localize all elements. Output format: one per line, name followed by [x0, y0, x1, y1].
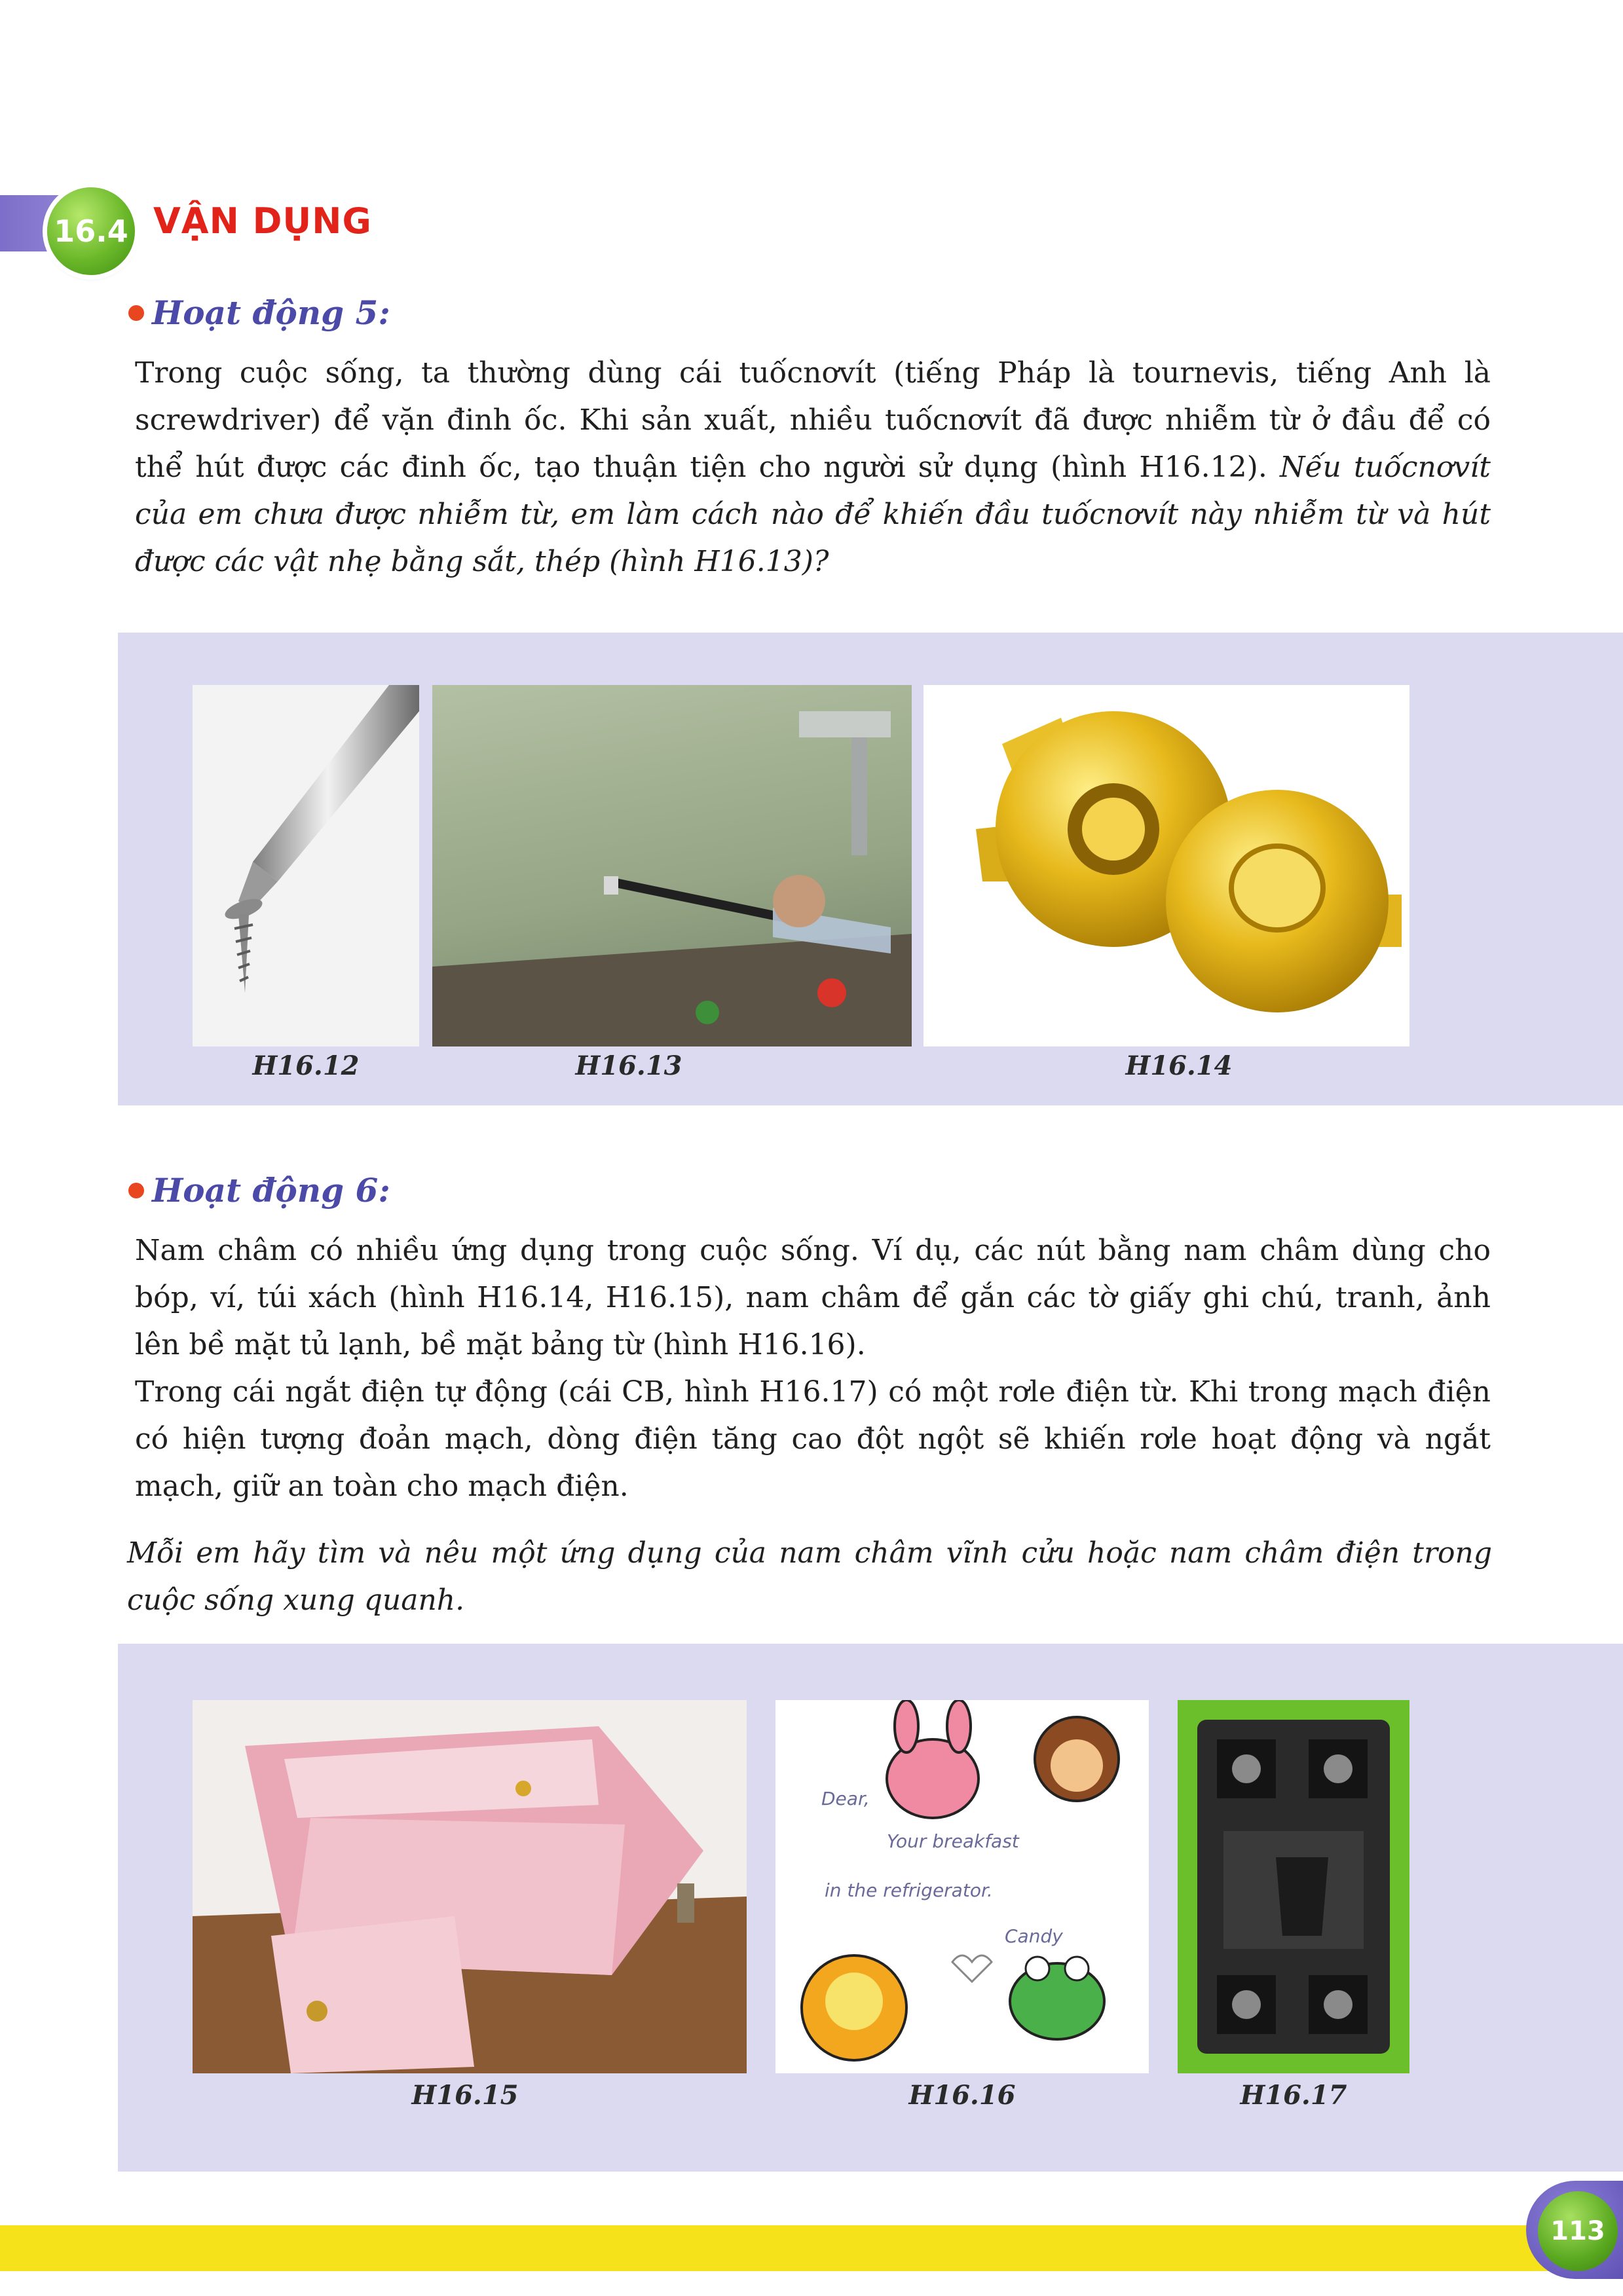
section-title: VẬN DỤNG: [153, 200, 372, 242]
activity-5-text: Trong cuộc sống, ta thường dùng cái tuốcnơvít (tiếng Pháp là tournevis, tiếng Anh là screwdriver) để vặn đinh ốc. Khi sản xuất, nhiều tuốcnơvít đã được nhiễm từ ở đầu để có thể hút được các đinh ốc, tạo thuận tiện cho người sử dụng (hình H16.12).: [135, 356, 1491, 484]
figure-h16-13: [432, 685, 912, 1046]
caption-h16-16: H16.16: [908, 2080, 1016, 2111]
note-line-2: Your breakfast: [887, 1830, 1019, 1852]
note-line-3: in the refrigerator.: [825, 1879, 993, 1901]
figure-h16-17: [1178, 1700, 1409, 2073]
note-line-4: Candy: [1005, 1925, 1063, 1947]
screwdriver-photo-image: [432, 685, 912, 1046]
caption-h16-14: H16.14: [1125, 1050, 1233, 1081]
activity-6-paragraph-1: Nam châm có nhiều ứng dụng trong cuộc sống. Ví dụ, các nút bằng nam châm dùng cho bóp, ví, túi xách (hình H16.14, H16.15), nam châm để gắn các tờ giấy ghi chú, tranh, ảnh lên bề mặt tủ lạnh, bề mặt bảng từ (hình H16.16).: [135, 1234, 1491, 1361]
caption-h16-17: H16.17: [1240, 2080, 1347, 2111]
magnetic-button-image: [923, 685, 1409, 1046]
pink-bag-image: [193, 1700, 747, 2073]
activity-5-paragraph: [135, 350, 1491, 585]
activity-6-heading-text: Hoạt động 6:: [152, 1171, 390, 1210]
figure-h16-15: [193, 1700, 747, 2073]
bullet-icon: [128, 305, 144, 321]
caption-h16-13: H16.13: [575, 1050, 682, 1081]
footer-bar: [0, 2225, 1623, 2271]
activity-5-question: Nếu tuốcnơvít của em chưa được nhiễm từ, em làm cách nào để khiến đầu tuốcnơvít này nhiễm từ và hút được các vật nhẹ bằng sắt, thép (hình H16.13)?: [135, 451, 1491, 578]
figure-h16-12: [193, 685, 419, 1046]
bullet-icon: [128, 1183, 144, 1198]
screwdriver-image: [193, 685, 419, 1046]
figure-h16-14: [923, 685, 1409, 1046]
activity-6-heading: [128, 1171, 390, 1210]
page-number: 113: [1538, 2191, 1618, 2271]
fridge-magnets-image: [775, 1700, 1149, 2073]
section-number-badge: 16.4: [47, 187, 135, 275]
activity-5-heading-text: Hoạt động 5:: [152, 293, 390, 332]
activity-6-task: Mỗi em hãy tìm và nêu một ứng dụng của nam châm vĩnh cửu hoặc nam châm điện trong cuộc sống xung quanh.: [127, 1536, 1492, 1617]
activity-5-heading: [128, 293, 390, 332]
circuit-breaker-image: [1178, 1700, 1409, 2073]
caption-h16-15: H16.15: [411, 2080, 519, 2111]
activity-6-paragraph-2: Trong cái ngắt điện tự động (cái CB, hình H16.17) có một rơle điện từ. Khi trong mạch điện có hiện tượng đoản mạch, dòng điện tăng cao đột ngột sẽ khiến rơle hoạt động và ngắt mạch, giữ an toàn cho mạch điện.: [135, 1375, 1491, 1503]
figure-h16-16: [775, 1700, 1149, 2073]
caption-h16-12: H16.12: [252, 1050, 360, 1081]
note-line-1: Dear,: [821, 1788, 870, 1809]
